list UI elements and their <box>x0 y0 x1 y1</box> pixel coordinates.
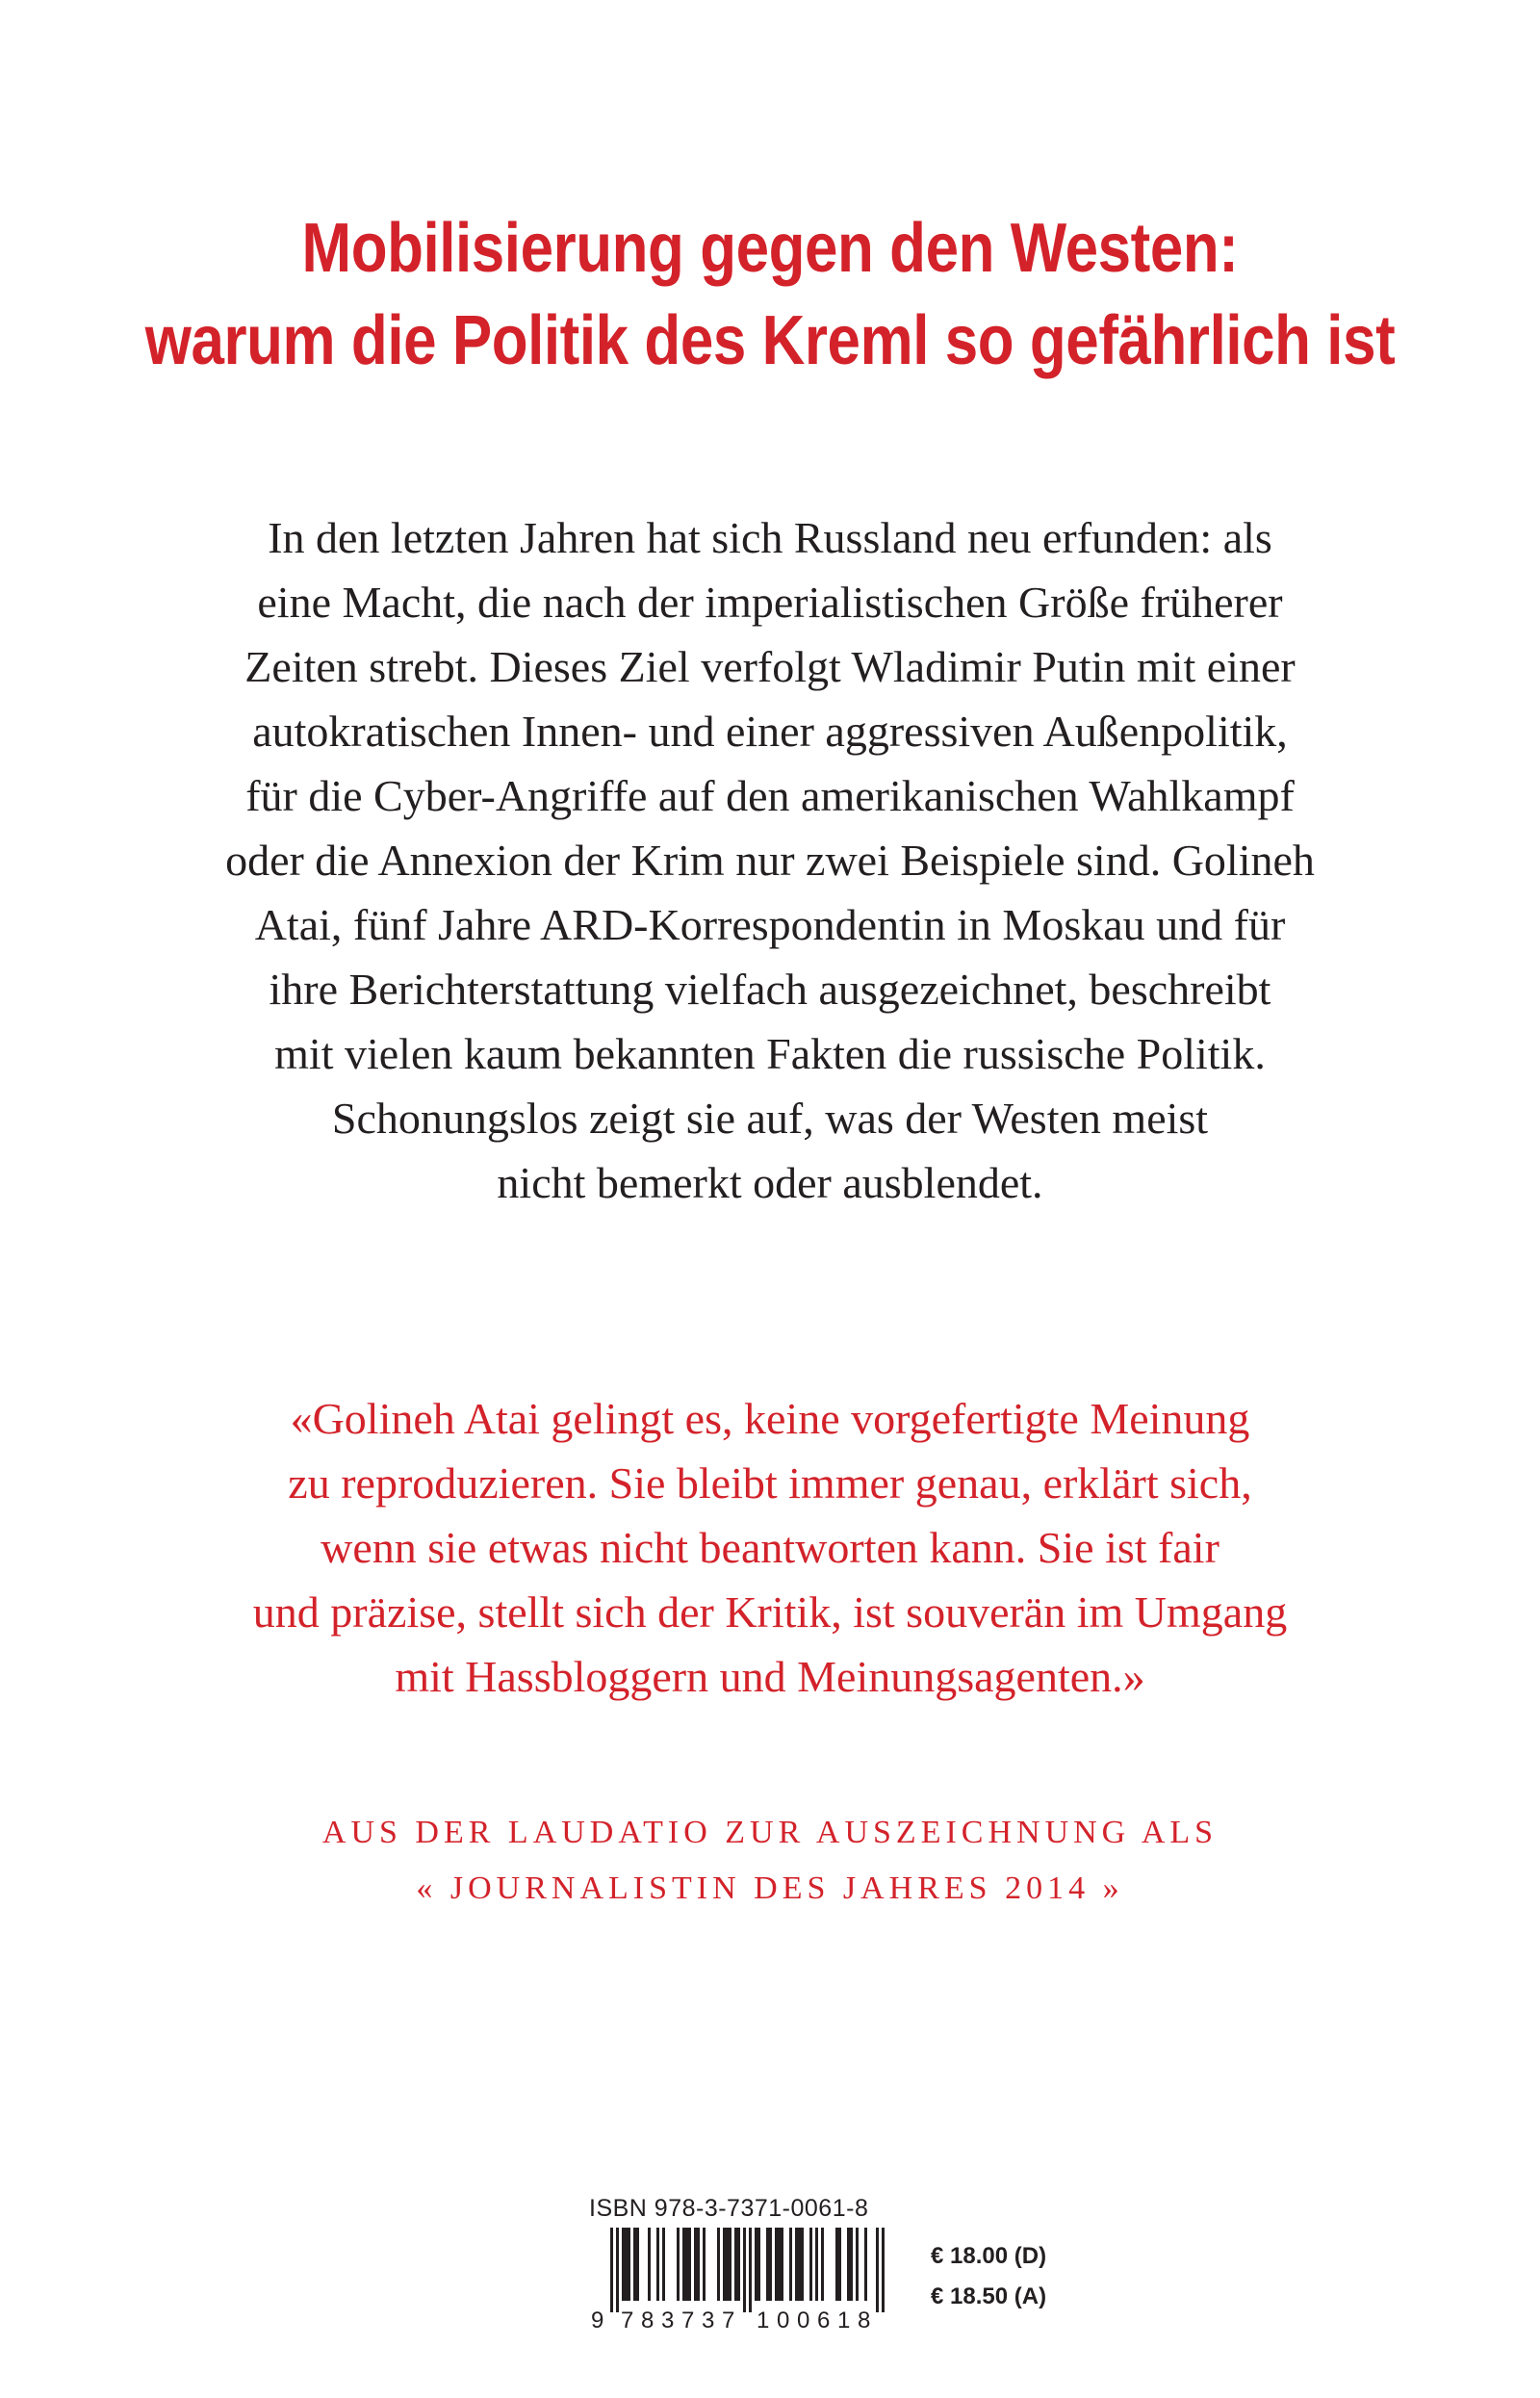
barcode-bar <box>729 2228 732 2301</box>
barcode-bar <box>821 2228 824 2301</box>
barcode-bar <box>648 2228 651 2301</box>
barcode-bar <box>694 2228 697 2301</box>
blurb-line: In den letzten Jahren hat sich Russland neu erfunden: als <box>268 513 1272 562</box>
laudatio-quote <box>106 1386 1434 1709</box>
barcode-bar <box>685 2228 688 2301</box>
barcode-bar <box>755 2228 757 2301</box>
barcode-bar <box>775 2228 778 2301</box>
barcode-digit: 3 <box>702 2308 715 2332</box>
barcode-bar <box>743 2228 746 2312</box>
barcode-bar <box>798 2228 801 2301</box>
barcode-bar <box>766 2228 769 2301</box>
isbn-barcode-block <box>589 2195 1128 2330</box>
barcode-bar <box>781 2228 783 2301</box>
barcode-bar <box>795 2228 798 2301</box>
blurb-line: nicht bemerkt oder ausblendet. <box>497 1158 1043 1207</box>
barcode-bar <box>633 2228 636 2301</box>
barcode-bar <box>809 2228 812 2301</box>
barcode-digit: 8 <box>858 2308 871 2332</box>
blurb-line: Zeiten strebt. Dieses Ziel verfolgt Wladimir Putin mit einer <box>244 642 1296 691</box>
barcode-bar <box>835 2228 838 2301</box>
barcode-digit: 8 <box>641 2308 654 2332</box>
barcode-digit: 7 <box>681 2308 695 2332</box>
barcode-digit: 1 <box>757 2308 770 2332</box>
quote-attribution <box>0 1805 1540 1917</box>
barcode-bar <box>734 2228 737 2301</box>
barcode-bar <box>628 2228 630 2301</box>
barcode-digit: 6 <box>817 2308 831 2332</box>
barcode-bar <box>688 2228 691 2301</box>
barcode-bar <box>876 2228 879 2312</box>
barcode-bar <box>616 2228 619 2312</box>
barcode-bar <box>847 2228 850 2301</box>
barcode-bar <box>757 2228 760 2301</box>
quote-line: und präzise, stellt sich der Kritik, ist souverän im Umgang <box>252 1587 1288 1637</box>
barcode-digit: 0 <box>797 2308 810 2332</box>
barcode-bar <box>726 2228 729 2301</box>
barcode-digit: 3 <box>661 2308 675 2332</box>
barcode-bar <box>838 2228 841 2301</box>
quote-line: zu reproduzieren. Sie bleibt immer genau, erklärt sich, <box>288 1458 1252 1508</box>
barcode-bar <box>789 2228 792 2301</box>
barcode-bar <box>717 2228 720 2301</box>
barcode-bar <box>856 2228 859 2301</box>
barcode-digit: 7 <box>722 2308 735 2332</box>
quote-line: wenn sie etwas nicht beantworten kann. Sie ist fair <box>321 1523 1219 1572</box>
barcode-bar <box>703 2228 706 2301</box>
barcode-bar <box>850 2228 853 2301</box>
barcode-bar <box>636 2228 639 2301</box>
barcode-bar <box>864 2228 867 2301</box>
barcode-bar <box>723 2228 726 2301</box>
barcode-digit: 7 <box>621 2308 634 2332</box>
headline-line-2: warum die Politik des Kreml so gefährlich ist <box>144 302 1396 379</box>
barcode-bar <box>682 2228 685 2301</box>
barcode-bar <box>882 2228 885 2312</box>
blurb-line: mit vielen kaum bekannten Fakten die russische Politik. <box>274 1029 1266 1078</box>
barcode-bar <box>778 2228 781 2301</box>
barcode-bar <box>697 2228 700 2301</box>
blurb-text <box>106 505 1434 1215</box>
barcode-bar <box>769 2228 772 2301</box>
quote-line: «Golineh Atai gelingt es, keine vorgefertigte Meinung <box>290 1394 1250 1443</box>
barcode-bar <box>737 2228 740 2301</box>
barcode-bar <box>622 2228 625 2301</box>
blurb-line: Atai, fünf Jahre ARD-Korrespondentin in Moskau und für <box>254 900 1286 949</box>
blurb-line: Schonungslos zeigt sie auf, was der Westen meist <box>331 1094 1209 1143</box>
barcode-digit-first: 9 <box>591 2308 604 2332</box>
quote-line: mit Hassbloggern und Meinungsagenten.» <box>395 1652 1145 1701</box>
attribution-line-2: « JOURNALISTIN DES JAHRES 2014 » <box>416 1870 1124 1906</box>
barcode-digit: 0 <box>777 2308 790 2332</box>
barcode-bar <box>610 2228 613 2312</box>
barcode-bar <box>815 2228 818 2301</box>
barcode-bar <box>625 2228 628 2301</box>
barcode-digit: 1 <box>837 2308 851 2332</box>
blurb-line: für die Cyber-Angriffe auf den amerikanischen Wahlkampf <box>245 771 1295 820</box>
blurb-line: oder die Annexion der Krim nur zwei Beispiele sind. Golineh <box>225 836 1315 885</box>
barcode-bar <box>656 2228 659 2301</box>
price-germany: € 18.00 (D) <box>931 2243 1047 2269</box>
attribution-line-1: AUS DER LAUDATIO ZUR AUSZEICHNUNG ALS <box>321 1815 1219 1850</box>
blurb-line: ihre Berichterstattung vielfach ausgezeichnet, beschreibt <box>269 965 1271 1014</box>
barcode-bar <box>662 2228 665 2301</box>
headline-line-1: Mobilisierung gegen den Westen: <box>301 210 1239 287</box>
isbn-label: ISBN 978-3-7371-0061-8 <box>589 2195 869 2222</box>
blurb-line: eine Macht, die nach der imperialistischen Größe früherer <box>257 578 1283 627</box>
barcode <box>589 2228 916 2332</box>
barcode-bar <box>677 2228 680 2301</box>
barcode-bar <box>801 2228 804 2301</box>
blurb-line: autokratischen Innen- und einer aggressiven Außenpolitik, <box>252 707 1288 756</box>
headline <box>108 202 1432 387</box>
barcode-bar <box>749 2228 752 2312</box>
price-austria: € 18.50 (A) <box>931 2283 1047 2309</box>
